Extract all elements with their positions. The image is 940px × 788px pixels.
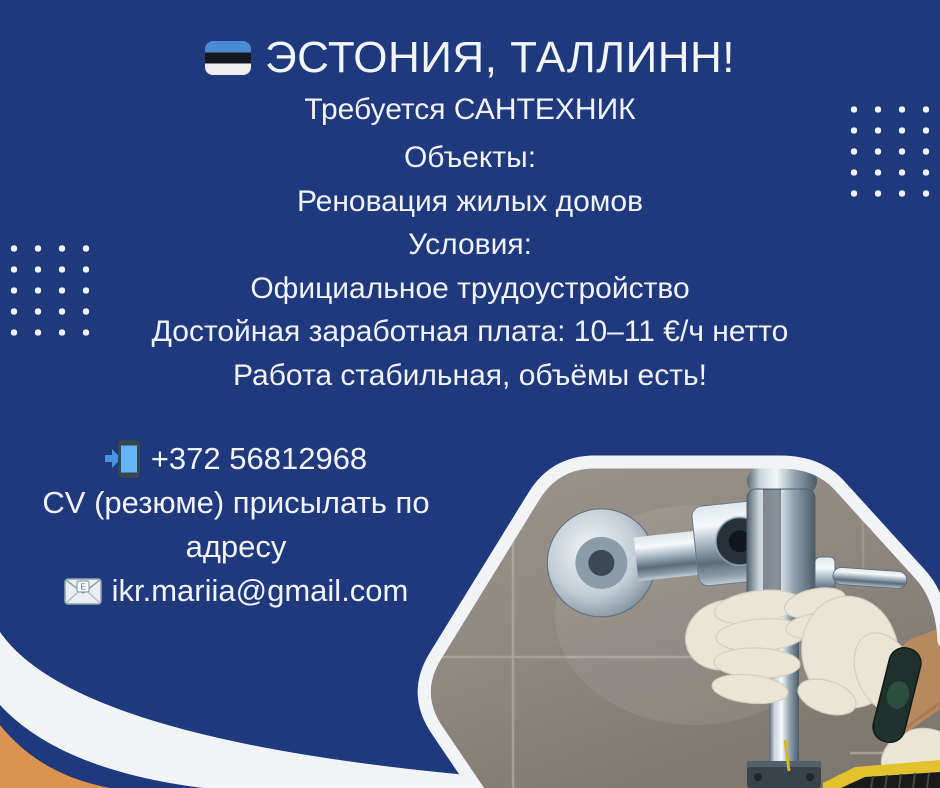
- estonia-flag-icon: [205, 41, 251, 75]
- info-line-objects: Объекты:: [403, 141, 537, 174]
- info-line-stable: Работа стабильная, объёмы есть!: [233, 358, 707, 392]
- info-line-salary: Достойная заработная плата: 10–11 €/ч нетто: [151, 315, 789, 348]
- photo-content: [395, 445, 940, 788]
- info-line-renovation: Реновация жилых домов: [296, 184, 644, 218]
- cv-line-1: CV (резюме) присылать по: [42, 485, 430, 520]
- mobile-phone-with-arrow-icon: [105, 438, 141, 480]
- info-lines: [0, 136, 940, 397]
- svg-text:E: E: [79, 582, 86, 592]
- email-envelope-icon: [64, 577, 102, 605]
- title-line: [0, 34, 940, 82]
- email-address: ikr.mariia@gmail.com: [111, 573, 409, 608]
- info-line-conditions: Условия:: [408, 228, 532, 261]
- poster-title: ЭСТОНИЯ, ТАЛЛИНН!: [264, 33, 736, 82]
- info-line-official: Официальное трудоустройство: [250, 271, 690, 305]
- plumber-photo: [395, 445, 940, 788]
- cv-line-2: адресу: [185, 529, 287, 564]
- poster-subtitle: Требуется САНТЕХНИК: [304, 93, 636, 126]
- phone-number: +372 56812968: [150, 441, 368, 476]
